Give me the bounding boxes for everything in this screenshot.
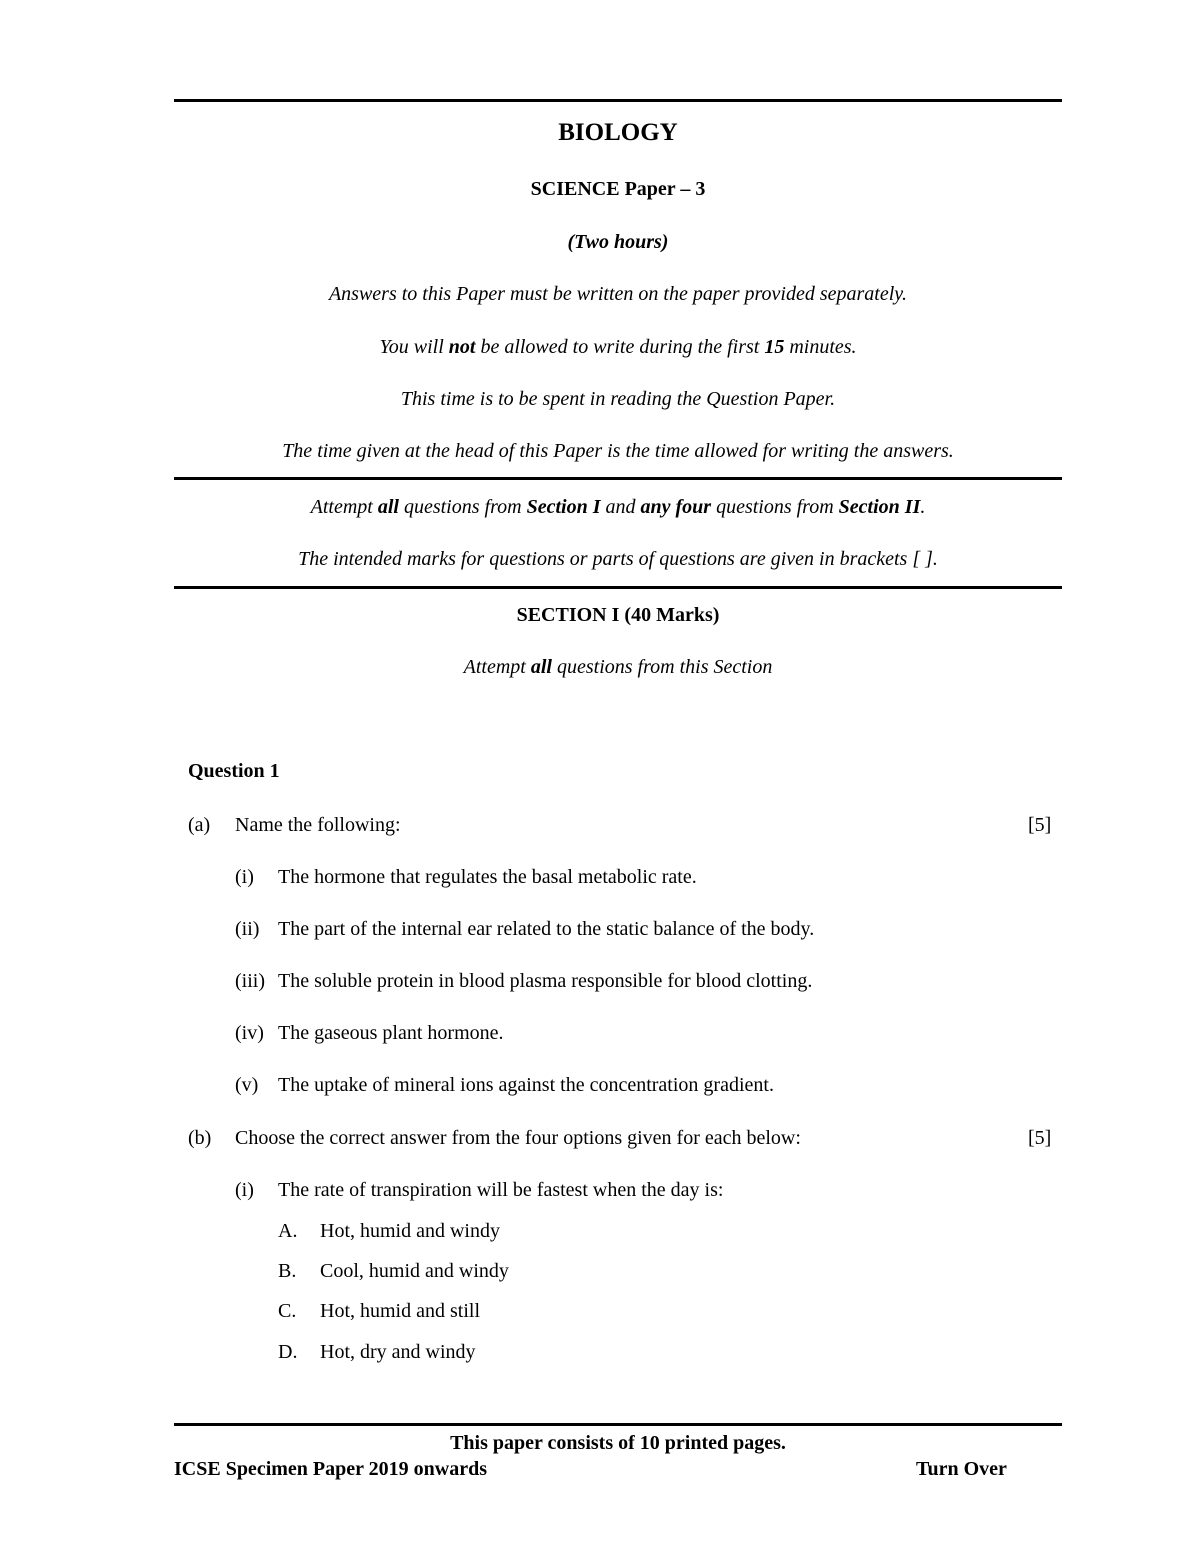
instruction-line-1: Answers to this Paper must be written on the paper provided separately. (328, 283, 908, 305)
b-sub-num: (i) (235, 1179, 254, 1201)
instruction-line-3: This time is to be spent in reading the Question Paper. (400, 388, 836, 410)
duration: (Two hours) (567, 231, 669, 253)
section-title: SECTION I (40 Marks) (516, 604, 720, 626)
a-item-num: (iv) (235, 1022, 264, 1044)
option-letter: A. (278, 1220, 298, 1242)
attempt-emphasis: any four (640, 496, 712, 518)
attempt-emphasis: Section II (838, 496, 921, 518)
attempt-emphasis: Section I (526, 496, 601, 518)
attempt-text: Attempt (310, 496, 378, 518)
a-item-text: The gaseous plant hormone. (278, 1022, 504, 1044)
option-text: Cool, humid and windy (320, 1260, 509, 1282)
attempt-text: . (920, 496, 926, 518)
attempt-line-2: The intended marks for questions or parts of questions are given in brackets [ ]. (298, 548, 938, 570)
part-a-label: (a) (188, 814, 211, 836)
section-sub-text: questions from this Section (551, 656, 773, 678)
section-sub-emphasis: all (530, 656, 552, 678)
attempt-emphasis: all (377, 496, 399, 518)
a-item-num: (i) (235, 866, 254, 888)
option-letter: C. (278, 1300, 297, 1322)
instruction-line-4: The time given at the head of this Paper is the time allowed for writing the answers. (282, 440, 954, 462)
rule-instructions (174, 477, 1062, 480)
question-title: Question 1 (188, 760, 280, 782)
footer-pages: This paper consists of 10 printed pages. (450, 1432, 786, 1454)
page-title: BIOLOGY (558, 119, 678, 146)
option-text: Hot, humid and still (320, 1300, 480, 1322)
rule-section (174, 586, 1062, 589)
instruction-emphasis: 15 (764, 336, 785, 358)
instruction-text: You will (379, 336, 449, 358)
a-item-text: The soluble protein in blood plasma responsible for blood clotting. (278, 970, 813, 992)
a-item-text: The hormone that regulates the basal metabolic rate. (278, 866, 697, 888)
part-a-marks: [5] (1028, 814, 1052, 836)
paper-subtitle: SCIENCE Paper – 3 (530, 178, 706, 200)
top-rule (174, 99, 1062, 102)
option-letter: D. (278, 1341, 298, 1363)
part-b-text: Choose the correct answer from the four options given for each below: (235, 1127, 801, 1149)
footer-right: Turn Over (916, 1458, 1007, 1480)
attempt-line-1 (174, 495, 1062, 519)
footer-rule (174, 1423, 1062, 1426)
part-a-text: Name the following: (235, 814, 401, 836)
a-item-num: (ii) (235, 918, 260, 940)
b-sub-text: The rate of transpiration will be fastest when the day is: (278, 1179, 724, 1201)
instruction-emphasis: not (448, 336, 476, 358)
a-item-text: The uptake of mineral ions against the concentration gradient. (278, 1074, 774, 1096)
a-item-text: The part of the internal ear related to the static balance of the body. (278, 918, 815, 940)
section-sub-text: Attempt (463, 656, 531, 678)
part-b-label: (b) (188, 1127, 212, 1149)
option-text: Hot, dry and windy (320, 1341, 476, 1363)
part-b-marks: [5] (1028, 1127, 1052, 1149)
section-subtitle (174, 655, 1062, 679)
a-item-num: (iii) (235, 970, 265, 992)
instruction-text: minutes. (784, 336, 857, 358)
option-letter: B. (278, 1260, 297, 1282)
footer-left: ICSE Specimen Paper 2019 onwards (174, 1458, 487, 1480)
attempt-text: questions from (398, 496, 527, 518)
option-text: Hot, humid and windy (320, 1220, 500, 1242)
instruction-text: be allowed to write during the first (475, 336, 765, 358)
a-item-num: (v) (235, 1074, 259, 1096)
attempt-text: and (600, 496, 641, 518)
instruction-line-2 (174, 335, 1062, 359)
attempt-text: questions from (711, 496, 839, 518)
